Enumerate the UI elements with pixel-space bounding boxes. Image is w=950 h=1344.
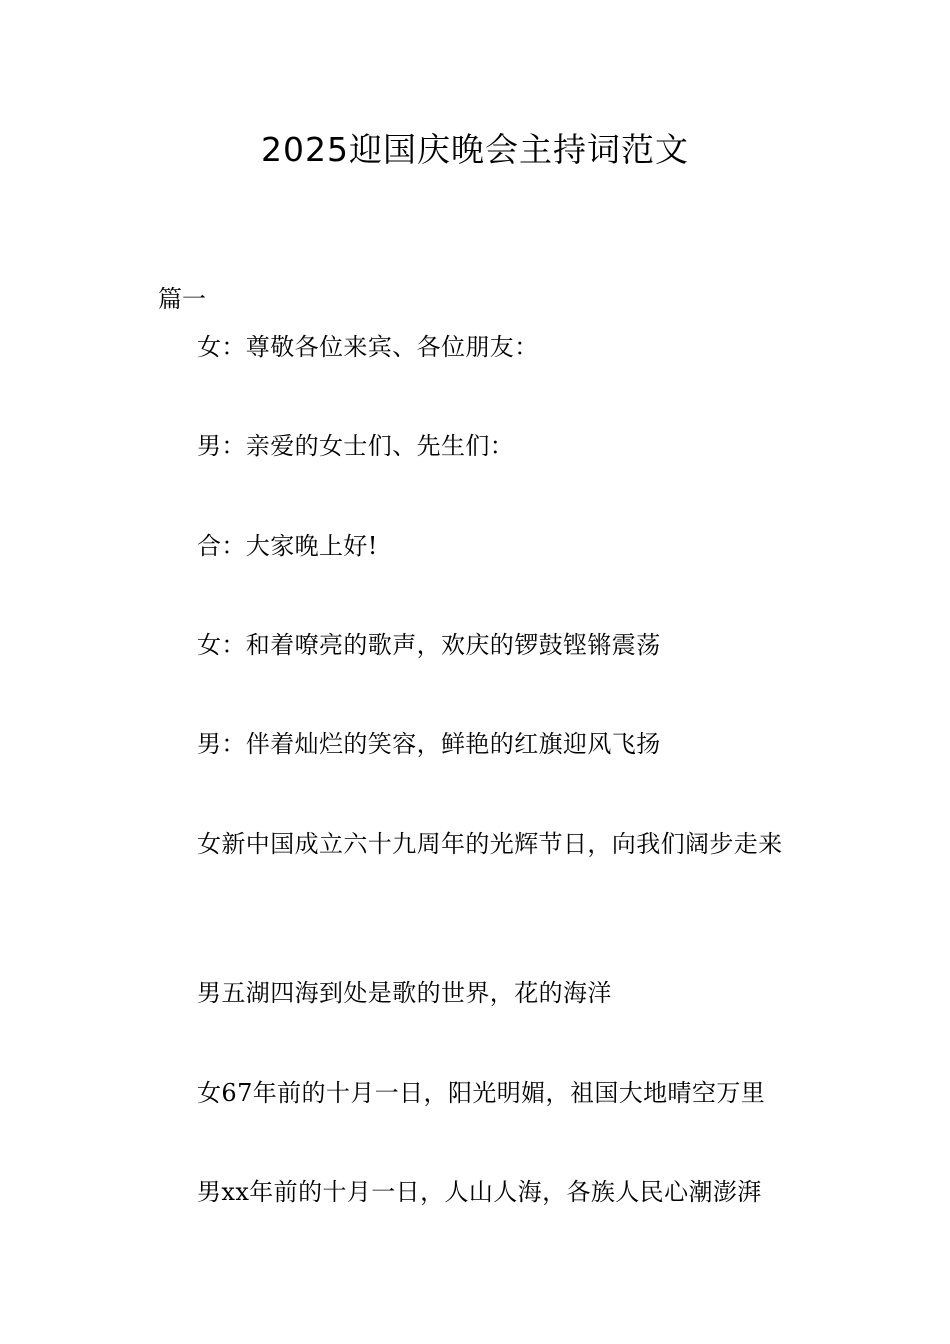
script-line: 男xx年前的十月一日，人山人海，各族人民心潮澎湃 (197, 1178, 762, 1206)
script-line: 女：和着嘹亮的歌声，欢庆的锣鼓铿锵震荡 (197, 631, 661, 659)
script-line: 男：伴着灿烂的笑容，鲜艳的红旗迎风飞扬 (197, 730, 661, 758)
section-heading: 篇一 (158, 285, 206, 313)
script-line: 男：亲爱的女士们、先生们： (197, 432, 515, 460)
script-line: 男五湖四海到处是歌的世界，花的海洋 (197, 979, 612, 1007)
script-line: 合：大家晚上好! (197, 532, 378, 560)
script-line: 女：尊敬各位来宾、各位朋友： (197, 333, 539, 361)
script-line: 女新中国成立六十九周年的光辉节日，向我们阔步走来 (197, 830, 783, 858)
document-title: 2025迎国庆晚会主持词范文 (261, 130, 689, 169)
script-line: 女67年前的十月一日，阳光明媚，祖国大地晴空万里 (197, 1079, 766, 1107)
